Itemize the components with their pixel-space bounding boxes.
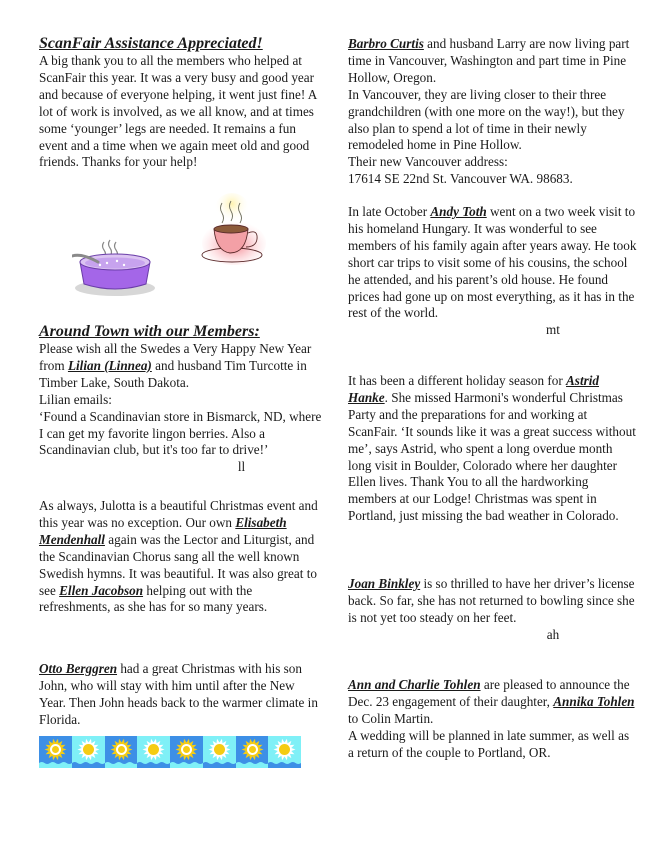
barbro-text-2: In Vancouver, they are living closer to their three grandchildren (with one more on the way!), but they also plan to spend a lot of time in their newly remodeled home in Pine Hollow. — [348, 86, 625, 153]
astrid-text-before: It has been a different holiday season for — [348, 373, 567, 388]
sun-tile — [137, 736, 170, 768]
tea-cup-icon — [200, 193, 266, 267]
andy-name: Andy Toth — [430, 204, 487, 219]
andy-text-before: In late October — [348, 204, 431, 219]
andy-item — [348, 204, 638, 339]
julotta-text-3: helping out with the refreshments, as she has for so many years. — [39, 582, 268, 615]
sun-banner — [39, 736, 301, 768]
joan-name: Joan Binkley — [348, 576, 421, 591]
soup-pot-icon — [72, 236, 158, 298]
scanfair-body: A big thank you to all the members who helped at ScanFair this year. It was a very busy and good year and because of everyone helping, it went just fine! A lot of work is involved, as we all know, and at times some ‘younger’ legs are needed. It remains a fun event and a time when we again meet old and good friends. Thanks for your help! — [39, 53, 317, 170]
astrid-item — [348, 373, 638, 525]
elisabeth-name: Elisabeth Mendenhall — [39, 514, 287, 547]
barbro-name: Barbro Curtis — [348, 36, 424, 51]
julotta-text-1: As always, Julotta is a beautiful Christmas event and this year was no exception. Our own — [39, 498, 318, 530]
sun-tile — [170, 736, 203, 768]
barbro-text-1: and husband Larry are now living part time in Vancouver, Washington and part time in Pine Hollow, Oregon. — [348, 36, 630, 85]
astrid-name: Astrid Hanke — [348, 373, 599, 405]
scanfair-article — [39, 35, 324, 171]
tohlen-parents-name: Ann and Charlie Tohlen — [348, 677, 481, 692]
barbro-item — [348, 36, 638, 188]
tohlen-item — [348, 677, 638, 762]
sun-tile — [72, 736, 105, 768]
lilian-emails: Lilian emails: — [39, 391, 112, 407]
sun-tile — [39, 736, 72, 768]
andy-initials: mt — [546, 322, 560, 338]
otto-text: had a great Christmas with his son John, who will stay with him until after the New Year. Then John heads back to the warmer climate in Florida. — [39, 661, 318, 727]
sun-tile — [268, 736, 301, 768]
otto-name: Otto Berggren — [39, 661, 118, 676]
scanfair-headline: ScanFair Assistance Appreciated! — [39, 35, 263, 52]
tohlen-text-2: to Colin Martin. — [348, 710, 434, 726]
julotta-text-2: again was the Lector and Liturgist, and the Scandinavian Chorus sang all the well known Swedish hymns. It was beautiful. It was also great to see — [39, 531, 317, 598]
julotta-item — [39, 498, 324, 616]
sun-tile — [236, 736, 269, 768]
sun-tile — [203, 736, 236, 768]
tohlen-text-1: are pleased to announce the Dec. 23 engagement of their daughter, — [348, 677, 630, 709]
astrid-text-after: . She missed Harmoni's wonderful Christmas Party and the preparations for and working at ScanFair. ‘It sounds like it was a great success without me’, says Astrid, who spent a long overdue month long visit in Boulder, Colorado where her daughter Ellen lives. Thank You to all the hardworking members at our Lodge! Christmas was spent in Portland, just missing the bad weather in Colorado. — [348, 389, 636, 524]
andy-text-after: went on a two week visit to his homeland Hungary. It was wonderful to see members of his family again after years away. He took short car trips to visit some of his cousins, the school he attended, and his parent’s old house. He found prices had gone up on most everything, as it has in the rest of the world. — [348, 204, 637, 321]
lilian-quote: ‘Found a Scandinavian store in Bismarck, ND, where I can get my favorite lingon berries. Also a Scandinavian club, but it's too far to drive!’ — [39, 408, 322, 458]
lilian-initials: ll — [237, 459, 246, 475]
barbro-text-3: Their new Vancouver address: — [348, 154, 508, 170]
otto-item — [39, 661, 324, 729]
lilian-name: Lilian (Linnea) — [67, 357, 152, 373]
barbro-address: 17614 SE 22nd St. Vancouver WA. 98683. — [348, 171, 573, 187]
lilian-item — [39, 341, 324, 392]
lilian-text: Please wish all the Swedes a Very Happy New Year from — [39, 341, 312, 373]
tohlen-text-3: A wedding will be planned in late summer, as well as a return of the couple to Portland, OR. — [348, 727, 630, 760]
around-town-headline: Around Town with our Members: — [39, 323, 260, 340]
joan-item — [348, 576, 638, 644]
around-town-section — [39, 323, 324, 476]
ellen-name: Ellen Jacobson — [59, 582, 144, 598]
joan-initials: ah — [546, 626, 560, 642]
sun-tile — [105, 736, 138, 768]
joan-text: is so thrilled to have her driver’s license back. So far, she has not returned to bowling since she is not yet too steady on her feet. — [348, 576, 635, 625]
lilian-text-after: and husband Tim Turcotte in Timber Lake, South Dakota. — [39, 357, 307, 390]
annika-name: Annika Tohlen — [553, 693, 635, 709]
